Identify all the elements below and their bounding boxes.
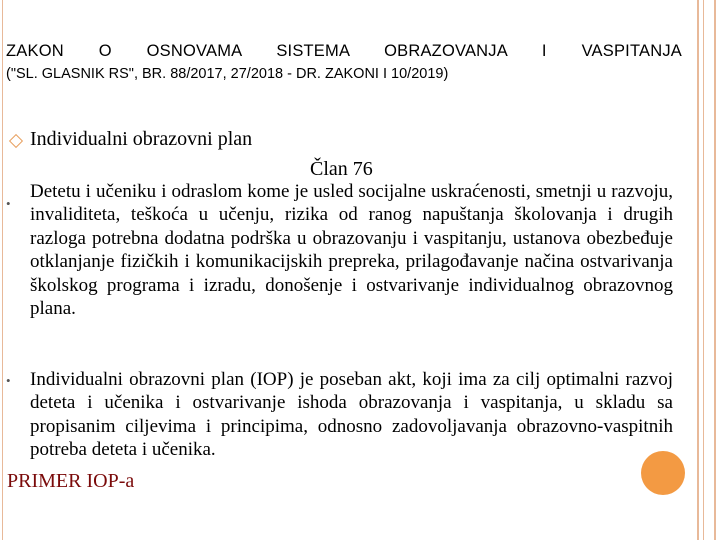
diamond-bullet-icon	[9, 134, 23, 148]
section-heading: Individualni obrazovni plan	[30, 128, 253, 150]
document-subtitle: ("SL. GLASNIK RS", BR. 88/2017, 27/2018 - DR. ZAKONI I 10/2019)	[6, 66, 449, 82]
paragraph-1: Detetu i učeniku i odraslom kome je usled socijalne uskraćenosti, smetnji u razvoju, invaliditeta, teškoća u učenju, rizika od ranog napuštanja školovanja i drugih razloga potrebna dodatna podrška u obrazovanju i vaspitanju, ustanova obezbeđuje otklanjanje fizičkih i komunikacijskih prepreka, prilagođavanje načina ostvarivanja školskog programa i izradu, donošenje i ostvarivanje individualnog obrazovnog plana.	[30, 181, 673, 320]
slide-frame-right	[697, 0, 699, 540]
decorative-circle	[641, 451, 685, 495]
bullet-icon: •	[6, 373, 11, 388]
slide-frame-right-inner	[703, 0, 704, 540]
paragraph-2: Individualni obrazovni plan (IOP) je poseban akt, koji ima za cilj optimalni razvoj deteta i učenika i ostvarivanje ishoda obrazovanja i vaspitanja, u skladu sa propisanim ciljevima i principima, odnosno zadovoljavanja obrazovno-vaspitnih potreba deteta i učenika.	[30, 369, 673, 461]
article-number: Član 76	[310, 158, 373, 180]
document-title: ZAKON O OSNOVAMA SISTEMA OBRAZOVANJA I VASPITANJA	[6, 42, 682, 60]
slide-frame-left	[2, 0, 3, 540]
bullet-icon: •	[6, 196, 11, 211]
slide-frame-right-outer	[714, 0, 716, 540]
example-link[interactable]: PRIMER IOP-a	[7, 470, 135, 492]
